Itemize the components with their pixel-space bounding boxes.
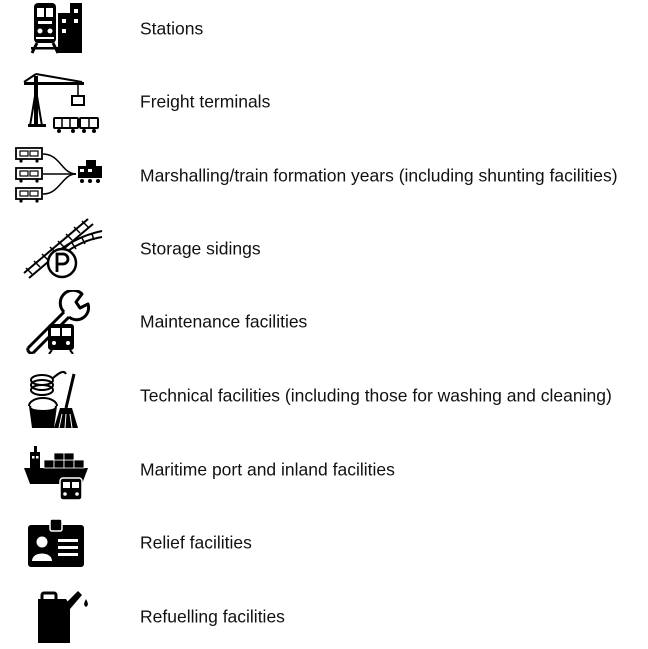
legend-item-freight-terminals <box>0 70 648 134</box>
legend-label: Freight terminals <box>140 91 271 112</box>
legend-item-maintenance <box>0 290 648 354</box>
technical-facility-icon <box>12 364 104 428</box>
legend-item-storage-sidings <box>0 217 648 281</box>
legend-label: Refuelling facilities <box>140 606 285 627</box>
marshalling-yard-icon <box>12 144 104 208</box>
legend-item-maritime-port <box>0 438 648 502</box>
freight-terminal-icon <box>12 70 104 134</box>
legend-label: Storage sidings <box>140 238 261 259</box>
storage-siding-icon <box>12 217 104 281</box>
legend-item-technical-facilities <box>0 364 648 428</box>
legend-item-refuelling <box>0 585 648 649</box>
refuelling-icon <box>12 585 104 649</box>
legend-label: Maintenance facilities <box>140 311 308 332</box>
legend-label: Maritime port and inland facilities <box>140 459 395 480</box>
legend-item-relief-facilities <box>0 511 648 575</box>
legend-label: Stations <box>140 18 204 39</box>
legend-label: Technical facilities (including those for washing and cleaning) <box>140 385 612 406</box>
maintenance-icon <box>12 290 104 354</box>
legend-item-marshalling-yards <box>0 144 648 208</box>
relief-facility-icon <box>12 511 104 575</box>
maritime-port-icon <box>12 438 104 502</box>
station-icon <box>12 0 104 61</box>
legend-label: Marshalling/train formation years (including shunting facilities) <box>140 165 618 186</box>
legend-item-stations <box>0 0 648 61</box>
legend-label: Relief facilities <box>140 532 252 553</box>
